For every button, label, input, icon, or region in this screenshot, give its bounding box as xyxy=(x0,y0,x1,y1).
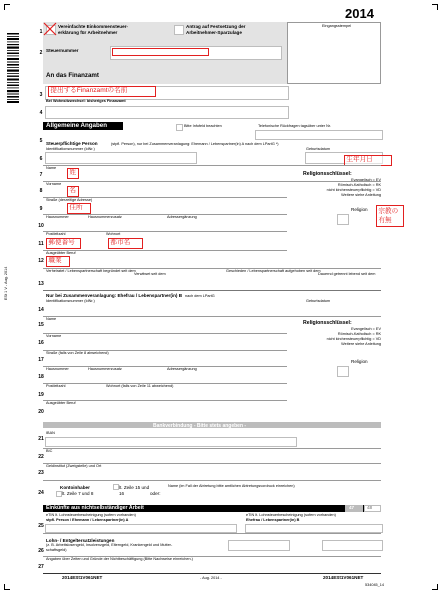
postleitzahl-b-label: Postleitzahl xyxy=(46,384,66,388)
person-detail: (stpfl. Person), nur bei Zusammenveranlagung: Ehemann / Lebenspartner(in) A nach dem LPartG *) xyxy=(111,141,279,146)
infofeld-checkbox[interactable] xyxy=(176,124,183,131)
line-number-8: 8 xyxy=(39,188,43,194)
line-number-21: 21 xyxy=(38,436,44,442)
steuernummer-label: Steuernummer xyxy=(46,48,79,53)
divider-line-9 xyxy=(43,214,287,215)
divider-line-6 xyxy=(43,165,381,166)
idnr-input[interactable] xyxy=(45,152,197,164)
check-b-title: Antrag auf Festsetzung der xyxy=(186,24,246,29)
line-number-4: 4 xyxy=(39,110,43,116)
steuernummer-highlight xyxy=(112,48,209,56)
annotation-religion-line-2: 有無 xyxy=(378,216,392,224)
form-year: 2014 xyxy=(345,6,374,21)
bisheriges-finanzamt-input[interactable] xyxy=(45,106,289,119)
geschieden-label: Geschieden / Lebenspartnerschaft aufgehoben seit dem xyxy=(226,269,321,273)
line-number-23: 23 xyxy=(38,470,44,476)
line-number-10: 10 xyxy=(38,223,44,229)
line-number-11: 11 xyxy=(38,241,44,247)
crop-mark-bottom-left xyxy=(4,584,10,590)
etin-b-label: eTIN lt. Lohnsteuerbescheinigung (sofern vorhanden) xyxy=(246,513,336,517)
kontoinhaber-b-label: lt. Zeile 15 und 16 xyxy=(119,485,150,496)
lohnersatz-detail-2: schaftsgeld) xyxy=(46,548,67,552)
barcode xyxy=(7,33,19,103)
annotation-name: 姓 xyxy=(67,168,79,179)
annotation-religion xyxy=(376,205,404,227)
check-a-title-2: erklärung für Arbeitnehmer xyxy=(58,30,118,35)
zeiten-label: Angaben über Zeiten und Gründe der Nichtbeschäftigung (Bitte Nachweise einreichen.) xyxy=(46,557,193,561)
annotation-strasse: 住所 xyxy=(67,203,91,214)
side-code: ESt 1 V - Aug. 2014 xyxy=(4,266,8,300)
code-47: 47 xyxy=(349,505,355,510)
line-number-14: 14 xyxy=(38,307,44,313)
name-label: Name xyxy=(46,166,57,170)
crop-mark-bottom-right xyxy=(432,584,438,590)
check-b-title-2: Arbeitnehmer-Sparzulage xyxy=(186,30,242,35)
religion-label: Religion xyxy=(351,207,368,212)
code-48: 48 xyxy=(367,505,373,510)
religion-item-weitere: Weitere siehe Anleitung xyxy=(341,193,381,197)
divider-line-25 xyxy=(43,533,381,534)
geldinstitut-label: Geldinstitut (Zweigstelle) und Ort xyxy=(46,464,102,468)
bic-label: BIC xyxy=(46,449,53,453)
line-number-27: 27 xyxy=(38,564,44,570)
crop-mark-top-right xyxy=(432,4,438,10)
line-number-24: 24 xyxy=(38,490,44,496)
religion-item-ev: Evangelisch = EV xyxy=(351,178,381,182)
religion-input[interactable] xyxy=(337,214,349,225)
telefon-input[interactable] xyxy=(255,130,383,140)
eingangsstempel-box xyxy=(287,22,381,84)
vorname-b-label: Vorname xyxy=(46,334,62,338)
bank-section-header xyxy=(43,422,381,428)
line-number-22: 22 xyxy=(38,454,44,460)
footer-id: 534045_14 xyxy=(365,583,385,587)
line-number-9: 9 xyxy=(39,206,43,212)
kontoinhaber-oder: oder: xyxy=(150,491,161,496)
person-label: Steuerpflichtige Person xyxy=(46,141,98,146)
adressergaenzung-b-label: Adressergänzung xyxy=(167,367,197,371)
check-a-title: Vereinfachte Einkommensteuer- xyxy=(58,24,128,29)
religion-item-rk: Römisch-Katholisch = RK xyxy=(337,183,381,187)
annotation-finanzamt: 提出するFinanzamtの名前 xyxy=(48,86,156,97)
an-das-finanzamt-label: An das Finanzamt xyxy=(46,72,99,79)
lohnersatz-detail: (z. B. Arbeitslosengeld, Insolvenzgeld, Elterngeld, Krankengeld und Mutter- xyxy=(46,543,173,547)
line-number-13: 13 xyxy=(38,281,44,287)
lohnersatz-a-input[interactable] xyxy=(228,540,290,551)
religion-b-label: Religion xyxy=(351,359,368,364)
vorname-label: Vorname xyxy=(46,182,62,186)
idnr-label: Identifikationsnummer (IdNr.) xyxy=(46,147,95,151)
religion-b-item-weitere: Weitere siehe Anleitung xyxy=(341,342,381,346)
footer-divider xyxy=(43,573,381,574)
religion-b-item-vd: nicht kirchensteuerpflichtig = VD xyxy=(326,337,381,341)
divider-line-11 xyxy=(43,250,287,251)
infofeld-label: Bitte Infofeld beachten xyxy=(184,124,222,128)
line-number-1: 1 xyxy=(39,29,43,35)
telefon-label: Telefonische Rückfragen tagsüber unter Nr. xyxy=(258,124,332,128)
wohnsitzwechsel-label: Bei Wohnsitzwechsel: bisheriges Finanzamt xyxy=(46,99,126,103)
idnr-b-label: Identifikationsnummer (IdNr.) xyxy=(46,299,95,303)
divider-line-15 xyxy=(43,333,287,334)
postleitzahl-label: Postleitzahl xyxy=(46,232,66,236)
divider-line-17 xyxy=(43,366,287,367)
bank-section-title: Bankverbindung - Bitte stets angeben - xyxy=(153,422,247,429)
beruf-b-label: Ausgeübter Beruf xyxy=(46,401,76,405)
checkbox-sparzulage[interactable] xyxy=(174,25,184,35)
cross-mark-icon xyxy=(43,22,57,36)
person-b-detail: nach dem LPartG xyxy=(185,294,215,298)
religion-b-title: Religionsschlüssel: xyxy=(303,320,352,326)
line-number-12: 12 xyxy=(38,258,44,264)
line-number-25: 25 xyxy=(38,523,44,529)
beruf-label: Ausgeübter Beruf xyxy=(46,251,76,255)
strasse-b-label: Straße (falls von Zeile 8 abweichend) xyxy=(46,351,109,355)
geburtsdatum-label: Geburtsdatum xyxy=(306,147,331,151)
annotation-geburtsdatum: 生年月日 xyxy=(344,155,392,166)
annotation-beruf: 職業 xyxy=(46,256,70,267)
line-number-3: 3 xyxy=(39,92,43,98)
etin-a-input[interactable] xyxy=(45,524,237,533)
divider-line-14 xyxy=(43,316,381,317)
eingangsstempel-label: Eingangsstempel xyxy=(322,24,352,28)
geburtsdatum-b-label: Geburtsdatum xyxy=(306,299,331,303)
lohnersatz-b-input[interactable] xyxy=(322,540,383,551)
hausnummerzusatz-label: Hausnummerzusatz xyxy=(88,215,122,219)
religion-b-item-rk: Römisch-Katholisch = RK xyxy=(337,332,381,336)
name-b-label: Name xyxy=(46,317,57,321)
kontoinhaber-name-label: Name (im Fall der Abtretung bitte amtlichen Abtretungsvordruck einreichen) xyxy=(168,484,295,488)
annotation-vorname: 名 xyxy=(67,186,79,197)
annotation-religion-line-1: 宗教の xyxy=(378,207,399,215)
annotation-postleitzahl: 郵便番号 xyxy=(46,238,81,249)
divider-line-13 xyxy=(43,290,381,291)
general-section-title: Allgemeine Angaben xyxy=(46,122,107,129)
etin-b-input[interactable] xyxy=(245,524,383,533)
line-number-26: 26 xyxy=(38,548,44,554)
religion-b-item-ev: Evangelisch = EV xyxy=(351,327,381,331)
income-section-title: Einkünfte aus nichtselbständiger Arbeit xyxy=(46,505,144,511)
line-number-18: 18 xyxy=(38,374,44,380)
religion-item-vd: nicht kirchensteuerpflichtig = VD xyxy=(326,188,381,192)
etin-a-person: stpfl. Person / Ehemann / Lebenspartner(in) A xyxy=(46,518,129,522)
iban-label: IBAN xyxy=(46,431,55,435)
religion-title: Religionsschlüssel: xyxy=(303,171,352,177)
person-b-label: Nur bei Zusammenveranlagung: Ehefrau / Lebenspartner(in) B xyxy=(46,293,183,298)
footer-center: - Aug. 2014 - xyxy=(200,576,222,580)
line-number-6: 6 xyxy=(39,156,43,162)
line-number-2: 2 xyxy=(39,50,43,56)
divider-line-19 xyxy=(43,400,287,401)
hausnummer-b-label: Hausnummer xyxy=(46,367,69,371)
line-number-17: 17 xyxy=(38,357,44,363)
footer-right-code: 2014ESt1V061NET xyxy=(323,575,364,580)
line-number-7: 7 xyxy=(39,172,43,178)
dauernd-label: Dauernd getrennt lebend seit dem xyxy=(318,272,376,276)
footer-left-code: 2014ESt1V061NET xyxy=(62,575,103,580)
verwitwet-label: Verwitwet seit dem xyxy=(134,272,166,276)
strasse-label: Straße (derzeitige Adresse) xyxy=(46,198,93,202)
divider-line-10 xyxy=(43,231,287,232)
divider-line-21 xyxy=(43,448,381,449)
line-number-20: 20 xyxy=(38,409,44,415)
line-number-15: 15 xyxy=(38,322,44,328)
line-number-16: 16 xyxy=(38,340,44,346)
lohnersatz-label: Lohn- / Entgeltersatzleistungen xyxy=(46,538,115,543)
line-number-5: 5 xyxy=(39,138,43,144)
verheiratet-label: Verheiratet / Lebenspartnerschaft begründet seit dem xyxy=(46,269,136,273)
wohnort-label: Wohnort xyxy=(106,232,121,236)
kontoinhaber-label: Kontoinhaber xyxy=(60,485,90,490)
line-number-19: 19 xyxy=(38,392,44,398)
etin-b-person: Ehefrau / Lebenspartner(in) B xyxy=(246,518,300,522)
religion-b-input[interactable] xyxy=(337,366,349,377)
divider-line-23 xyxy=(43,480,381,481)
kontoinhaber-a-label: lt. Zeile 7 und 8 xyxy=(62,491,94,496)
annotation-wohnort: 都市名 xyxy=(108,238,143,249)
etin-a-label: eTIN lt. Lohnsteuerbescheinigung (sofern vorhanden) xyxy=(46,513,136,517)
iban-input[interactable] xyxy=(45,437,297,447)
wohnort-b-label: Wohnort (falls von Zeile 11 abweichend) xyxy=(106,384,174,388)
hausnummer-label: Hausnummer xyxy=(46,215,69,219)
hausnummerzusatz-b-label: Hausnummerzusatz xyxy=(88,367,122,371)
crop-mark-top-left xyxy=(4,4,10,10)
adressergaenzung-label: Adressergänzung xyxy=(167,215,197,219)
